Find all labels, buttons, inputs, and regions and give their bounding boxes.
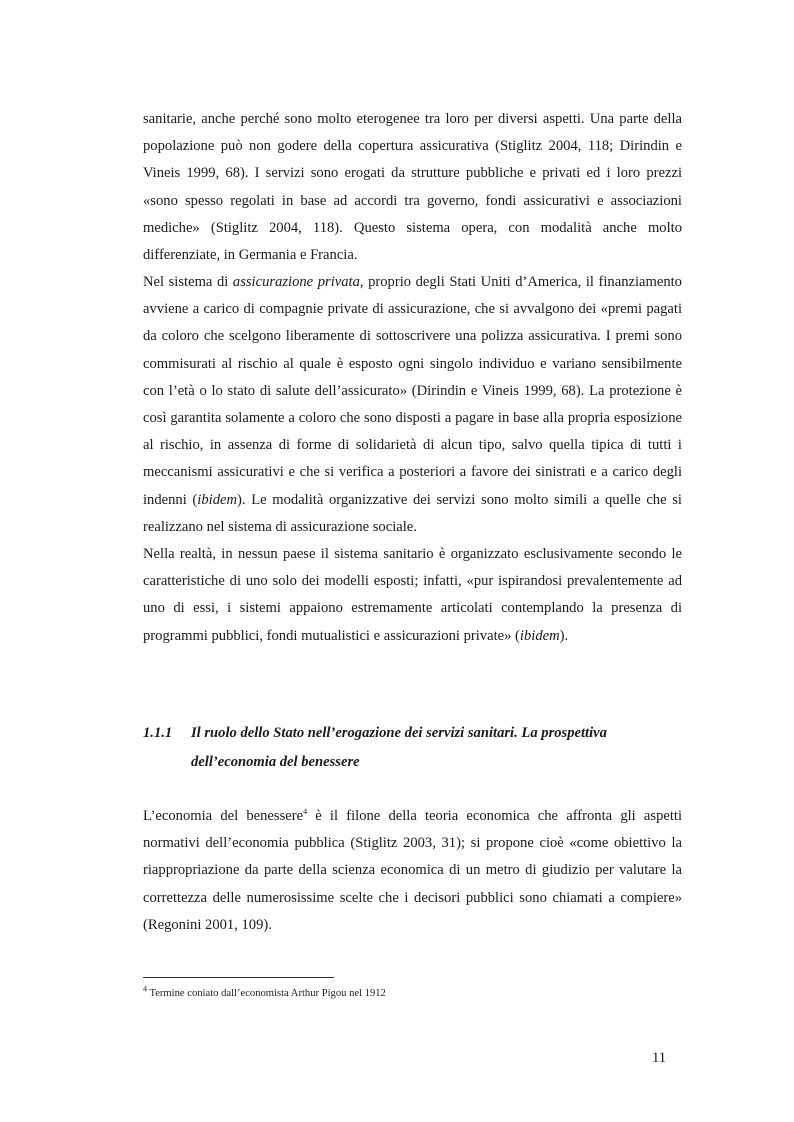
footnote-marker: 4: [143, 984, 147, 994]
section-heading: [143, 719, 688, 777]
paragraph-text: ). Le modalità organizzative dei servizi sono molto simili a quelle che si realizzano nel sistema di assicurazione sociale.: [143, 491, 682, 535]
footnote-reference[interactable]: 4: [303, 807, 308, 817]
paragraph-private-insurance: [143, 269, 682, 541]
paragraph-text: Nel sistema di: [143, 274, 233, 290]
paragraph-text: L’economia del benessere: [143, 808, 304, 824]
section-title: Il ruolo dello Stato nell’erogazione dei servizi sanitari. La prospettiva dell’economia del benessere: [191, 725, 607, 770]
italic-term: assicurazione privata,: [232, 274, 364, 290]
paragraph-welfare-economics: [143, 803, 682, 939]
italic-citation: ibidem: [197, 491, 238, 508]
paragraph-reality: [143, 541, 682, 650]
footnote-separator: [143, 977, 334, 978]
paragraph-text: proprio degli Stati Uniti d’America, il finanziamento avviene a carico di compagnie private di assicurazione, che si avvalgono dei «premi pagati da coloro che scelgono liberamente di sottoscrivere una polizza assicurativa. I premi sono commisurati al rischio al quale è esposto ogni singolo individuo e variano sensibilmente con l’età o lo stato di salute dell’assicurato» (Dirindin e Vineis 1999, 68). La protezione è così garantita solamente a coloro che sono disposti a pagare in base alla propria esposizione al rischio, in assenza di forme di solidarietà di alcun tipo, salvo quella tipica di tutti i meccanismi assicurativi e che si verifica a posteriori a favore dei sinistrati e a carico degli indenni (: [143, 274, 682, 508]
paragraph-health-systems: [143, 106, 682, 269]
paragraph-text: Nella realtà, in nessun paese il sistema sanitario è organizzato esclusivamente secondo le caratteristiche di uno solo dei modelli esposti; infatti, «pur ispirandosi prevalentemente ad uno di essi, i sistemi appaiono estremamente articolati contemplando la presenza di programmi pubblici, fondi mutualistici e assicurazioni private» (: [143, 546, 682, 644]
paragraph-text: è il filone della teoria economica che affronta gli aspetti normativi dell’economia pubblica (Stiglitz 2003, 31); si propone cioè «come obiettivo la riappropriazione da parte della scienza economica di un metro di giudizio per valutare la correttezza delle numerosissime scelte che i decisori pubblici sono chiamati a compiere» (Regonini 2001, 109).: [143, 808, 683, 933]
paragraph-text: ).: [559, 627, 569, 644]
footnote: [143, 984, 386, 1001]
paragraph-text: sanitarie, anche perché sono molto eterogenee tra loro per diversi aspetti. Una parte della popolazione può non godere della copertura assicurativa (Stiglitz 2004, 118; Dirindin e Vineis 1999, 68). I servizi sono erogati da strutture pubbliche e privati ed i loro prezzi «sono spesso regolati in base ad accordi tra governo, fondi assicurativi e associazioni mediche» (Stiglitz 2004, 118). Questo sistema opera, con modalità anche molto differenziate, in Germania e Francia.: [143, 111, 682, 264]
footnote-text: Termine coniato dall’economista Arthur Pigou nel 1912: [147, 988, 386, 999]
section-number: 1.1.1: [143, 725, 173, 741]
page-number: 11: [652, 1050, 667, 1066]
italic-citation: ibidem: [519, 627, 560, 644]
